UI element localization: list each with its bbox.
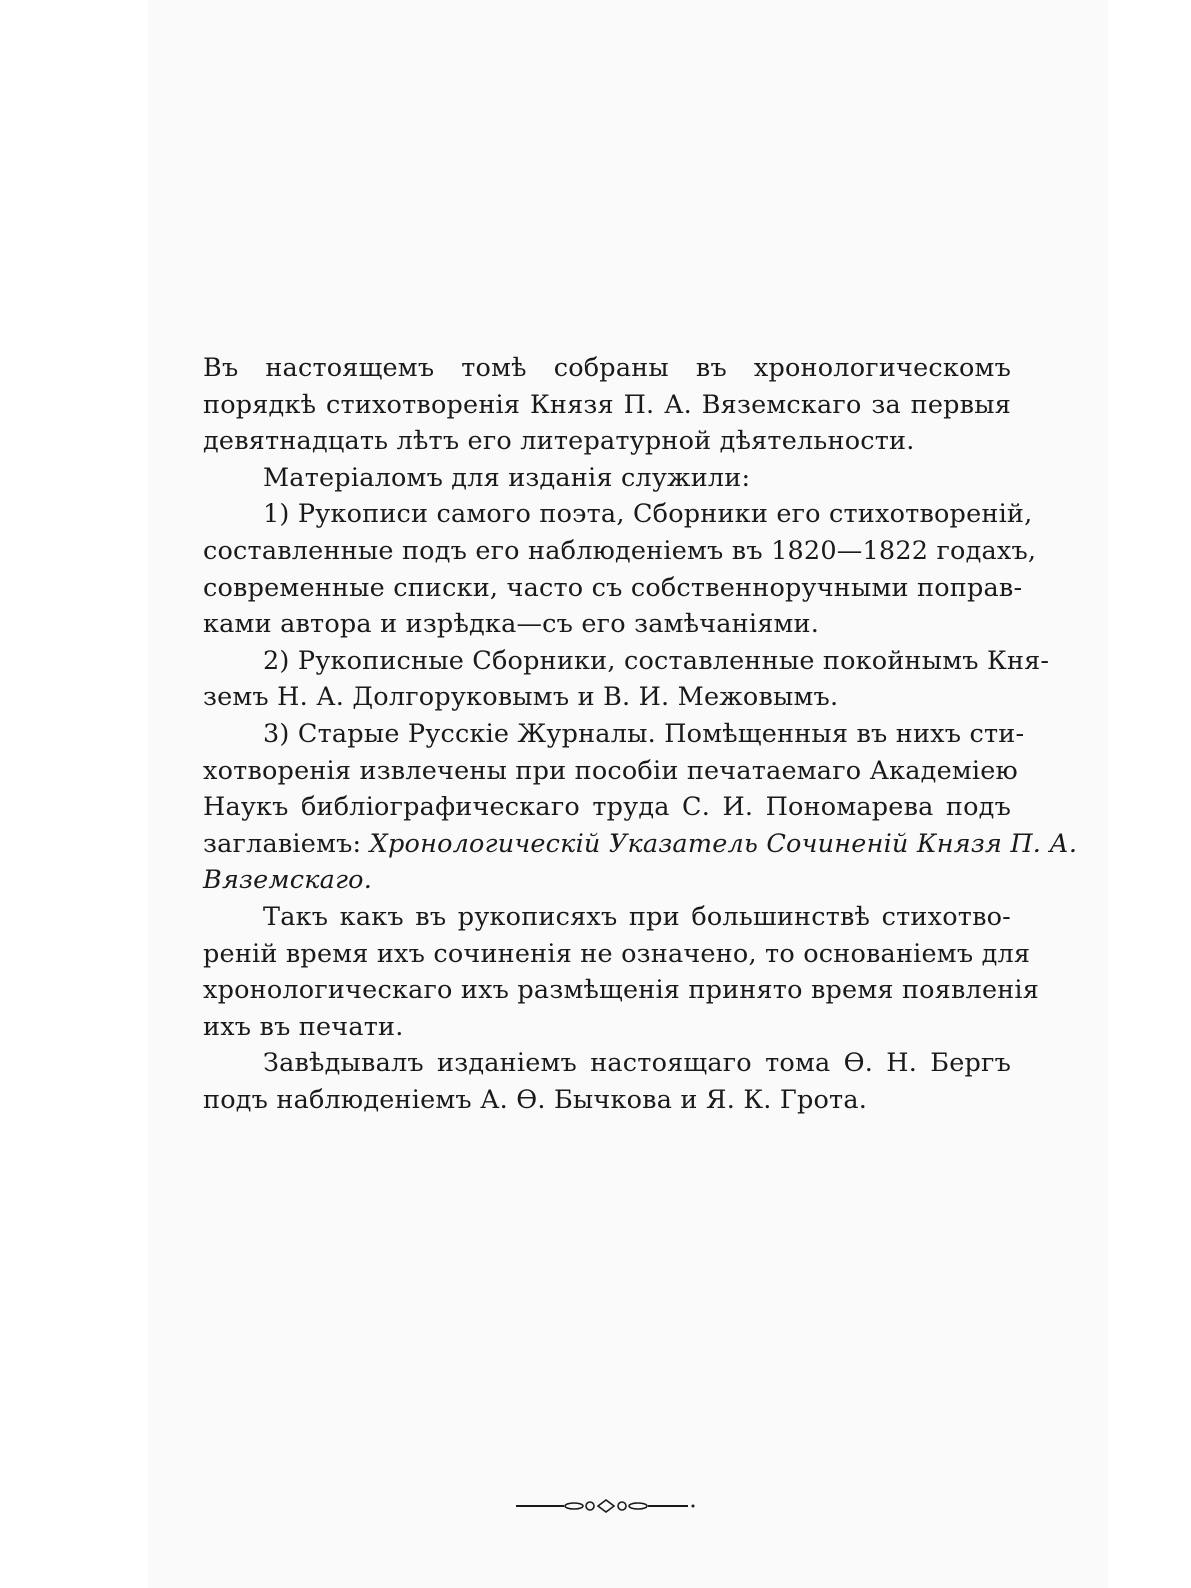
- work-title-part-1: Хронологическій Указатель Сочиненій Князя П. А.: [369, 828, 1078, 859]
- text-line: 1) Рукописи самого поэта, Сборники его стихотвореній,: [263, 499, 1033, 530]
- text-line: Наукъ библіографическаго труда С. И. Пономарева подъ: [203, 792, 1011, 823]
- text-line: [203, 826, 1078, 863]
- text-line: порядкѣ стихотворенія Князя П. А. Вяземскаго за первыя: [203, 389, 1011, 420]
- text-line: хронологическаго ихъ размѣщенія принято время появленія: [203, 975, 1040, 1006]
- preface-text: [203, 350, 1078, 1118]
- text-line: земъ Н. А. Долгоруковымъ и В. И. Межовымъ.: [203, 682, 839, 713]
- text-line: 2) Рукописные Сборники, составленные покойнымъ Кня-: [263, 645, 1050, 676]
- text-line: ками автора и изрѣдка—съ его замѣчаніями.: [203, 609, 820, 640]
- text-line: современные списки, часто съ собственноручными поправ-: [203, 572, 1023, 603]
- text-line: Въ настоящемъ томѣ собраны въ хронологическомъ: [203, 353, 1011, 383]
- decorative-rule-icon: [516, 1496, 696, 1516]
- text-line: Завѣдывалъ изданіемъ настоящаго тома Ѳ. Н. Бергъ: [263, 1048, 1011, 1079]
- text-line: реній время ихъ сочиненія не означено, то основаніемъ для: [203, 938, 1031, 969]
- text-line: хотворенія извлечены при пособіи печатаемаго Академіею: [203, 755, 1018, 786]
- text-line: девятнадцать лѣтъ его литературной дѣятельности.: [203, 426, 915, 457]
- text-line: Матеріаломъ для изданія служили:: [263, 462, 751, 493]
- text-line: подъ наблюденіемъ А. Ѳ. Бычкова и Я. К. Грота.: [203, 1084, 868, 1115]
- work-title-part-2: Вяземскаго.: [203, 865, 373, 896]
- text-line: Такъ какъ въ рукописяхъ при большинствѣ стихотво-: [263, 901, 1011, 932]
- title-prefix: заглавіемъ:: [203, 828, 370, 859]
- text-line: ихъ въ печати.: [203, 1011, 404, 1042]
- text-line: 3) Старые Русскіе Журналы. Помѣщенныя въ нихъ сти-: [263, 718, 1025, 749]
- text-line: составленные подъ его наблюденіемъ въ 1820—1822 годахъ,: [203, 535, 1037, 566]
